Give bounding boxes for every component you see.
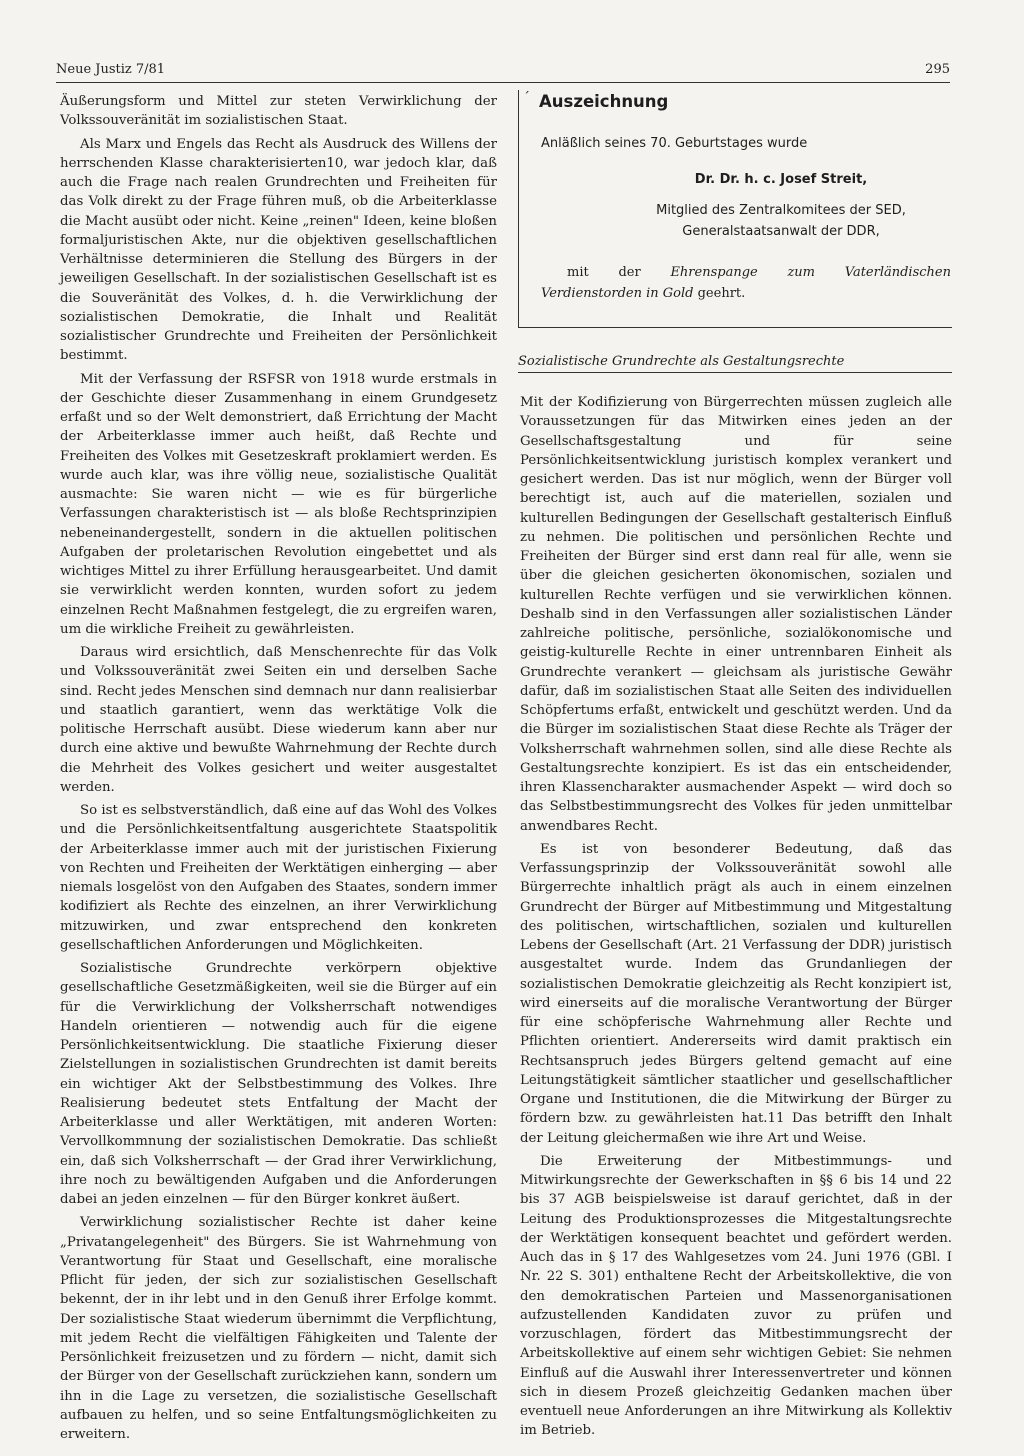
award-intro: Anläßlich seines 70. Geburtstages wurde	[541, 136, 808, 151]
award-recipient: Dr. Dr. h. c. Josef Streit,	[694, 172, 868, 187]
award-position-line: Generalstaatsanwalt der DDR,	[682, 224, 880, 239]
award-title: Auszeichnung	[539, 92, 669, 111]
paragraph: Sozialistische Grundrechte verkörpern objektive gesellschaftliche Gesetzmäßigkeiten, weil sie die Bürger auf ein für die Verwirklichung der Volksherrschaft notwendiges Handeln orientieren — notwendig auch für die eigene Persönlichkeitsentwicklung. Die staatliche Fixierung dieser Zielstellungen in sozialistischen Grundrechten ist damit bereits ein wichtiger Akt der Selbstbestimmung des Volkes. Ihre Realisierung bedeutet stets Entfaltung der Macht der Arbeiterklasse und aller Werktätigen, mit anderen Worten: Vervollkommnung der sozialistischen Demokratie. Das schließt ein, daß sich Volksherrschaft — der Grad ihrer Verwirklichung, ihre noch zu bewältigenden Aufgaben und die Anforderungen dabei an jeden einzelnen — für den Bürger konkret äußert.	[60, 961, 497, 1207]
award-tail-suffix: geehrt.	[697, 286, 746, 301]
award-position-line: Mitglied des Zentralkomitees der SED,	[656, 203, 906, 218]
paragraph: Mit der Kodifizierung von Bürgerrechten müssen zugleich alle Voraussetzungen für das Mitwirken eines jeden an der Gesellschaftsgestaltung und für seine Persönlichkeitsentwicklung juristisch komplex verankert und gesichert werden. Das ist nur möglich, wenn der Bürger voll berechtigt ist, auch auf die materiellen, sozialen und kulturellen Bedingungen der Gesellschaft gestalterisch Einfluß zu nehmen. Die politischen und persönlichen Rechte und Freiheiten der Bürger sind erst dann real für alle, wenn sie über die gleichen gesicherten ökonomischen, sozialen und kulturellen Rechte verfügen und sie verwirklichen können. Deshalb sind in den Verfassungen aller sozialistischen Länder zahlreiche politische, persönliche, sozialökonomische und geistig-kulturelle Rechte in einer untrennbaren Einheit als Grundrechte verankert — gleichsam als juristische Gewähr dafür, daß im sozialistischen Staat alle Seiten des individuellen Schöpfertums erfaßt, entwickelt und geschützt werden. Und da die Bürger im sozialistischen Staat diese Rechte als Träger der Volksherrschaft wahrnehmen sollen, sind alle diese Rechte als Gestaltungsrechte konzipiert. Es ist das ein entscheidender, ihren Klassencharakter ausmachender Aspekt — wird doch so das Selbstbestimmungsrecht des Volkes für jeden unmittelbar anwendbares Recht.	[520, 395, 952, 834]
page-number: 295	[925, 62, 950, 77]
paragraph: So ist es selbstverständlich, daß eine auf das Wohl des Volkes und die Persönlichkeitsentfaltung ausgerichtete Staatspolitik der Arbeiterklasse immer auch mit der juristischen Fixierung von Rechten und Freiheiten der Werktätigen einherging — aber niemals losgelöst von den Aufgaben des Staates, sondern immer kodifiziert als Rechte des einzelnen, an ihrer Verwirklichung mitzuwirken, und zwar entsprechend den konkreten gesellschaftlichen Anforderungen und Möglichkeiten.	[60, 803, 497, 953]
paragraph: Verwirklichung sozialistischer Rechte ist daher keine „Privatangelegenheit" des Bürgers. Sie ist Wahrnehmung von Verantwortung für Staat und Gesellschaft, eine moralische Pflicht für jeden, der sich zur sozialistischen Gesellschaft bekennt, der in ihr lebt und in den Genuß ihrer Erfolge kommt. Der sozialistische Staat wiederum übernimmt die Verpflichtung, mit jedem Recht die vielfältigen Fähigkeiten und Talente der Persönlichkeit freizusetzen und zu fördern — nicht, damit sich der Bürger von der Gesellschaft zurückziehen kann, sondern um ihn in die Lage zu versetzen, die sozialistische Gesellschaft aufbauen zu helfen, und so seine Entfaltungsmöglichkeiten zu erweitern.	[60, 1215, 497, 1442]
paragraph: Mit der Verfassung der RSFSR von 1918 wurde erstmals in der Geschichte dieser Zusammenhang in einem Grundgesetz erfaßt und so der Welt demonstriert, daß Errichtung der Macht der Arbeiterklasse immer auch heißt, daß Rechte und Freiheiten des Volkes mit Gesetzeskraft proklamiert werden. Es wurde auch klar, was ihre völlig neue, sozialistische Qualität ausmachte: Sie waren nicht — wie es für bürgerliche Verfassungen charakteristisch ist — als bloße Rechtsprinzipien nebeneinandergestellt, sondern in die aktuellen politischen Aufgaben der proletarischen Revolution eingebettet und als wichtiges Mittel zu ihrer Erfüllung herausgearbeitet. Und damit sie verwirklicht werden konnten, wurden sofort zu jedem einzelnen Recht Maßnahmen festgelegt, die zu ergreifen waren, um die wirkliche Freiheit zu gewährleisten.	[60, 371, 497, 637]
journal-title: Neue Justiz 7/81	[56, 62, 166, 77]
award-decoration	[541, 262, 951, 304]
award-order-name: Ehrenspange zum Vaterländischen Verdienstorden in Gold	[541, 265, 951, 301]
award-position	[519, 200, 953, 242]
award-tail-prefix: mit der	[567, 265, 641, 280]
award-mark: ´	[523, 90, 530, 106]
section-title: Sozialistische Grundrechte als Gestaltungsrechte	[518, 354, 952, 373]
award-box	[518, 90, 952, 328]
paragraph: Daraus wird ersichtlich, daß Menschenrechte für das Volk und Volkssouveränität zwei Seiten ein und derselben Sache sind. Recht jedes Menschen sind demnach nur dann realisierbar und staatlich garantiert, wenn das werktätige Volk die politische Herrschaft ausübt. Diese wiederum kann aber nur durch eine aktive und bewußte Wahrnehmung der Rechte durch die Mehrheit des Volkes gesichert und weiter ausgestaltet werden.	[60, 645, 497, 795]
paragraph: Äußerungsform und Mittel zur steten Verwirklichung der Volkssouveränität im sozialistischen Staat.	[60, 94, 497, 129]
page-header	[56, 60, 950, 83]
left-column	[60, 92, 497, 1448]
paragraph: Als Marx und Engels das Recht als Ausdruck des Willens der herrschenden Klasse charakterisierten10, war jedoch klar, daß auch die Frage nach realen Grundrechten und Freiheiten für das Volk direkt zu der Frage führen muß, ob die Arbeiterklasse die Macht ausübt oder nicht. Keine „reinen" Ideen, keine bloßen formaljuristischen Akte, nur die objektiven gesellschaftlichen Verhältnisse determinieren die Stellung des Bürgers in der jeweiligen Gesellschaft. In der sozialistischen Gesellschaft ist es die Souveränität des Volkes, d. h. die Verwirklichung der sozialistischen Demokratie, die Inhalt und Realität sozialistischer Grundrechte und Freiheiten der Persönlichkeit bestimmt.	[60, 136, 497, 364]
right-column	[520, 393, 952, 1445]
paragraph: Es ist von besonderer Bedeutung, daß das Verfassungsprinzip der Volkssouveränität sowohl alle Bürgerrechte inhaltlich prägt als auch in einem einzelnen Grundrecht der Bürger auf Mitbestimmung und Mitgestaltung des politischen, wirtschaftlichen, sozialen und kulturellen Lebens der Gesellschaft (Art. 21 Verfassung der DDR) juristisch ausgestaltet wurde. Indem das Grundanliegen der sozialistischen Demokratie gleichzeitig als Recht konzipiert ist, wird einerseits auf die moralische Verantwortung der Bürger für eine schöpferische Wahrnehmung aller Rechte und Pflichten orientiert. Andererseits wird damit praktisch ein Rechtsanspruch jedes Bürgers geltend gemacht auf eine Leitungstätigkeit sämtlicher staatlicher und gesellschaftlicher Organe und Institutionen, die die Mitwirkung der Bürger zu fördern bzw. zu gewährleisten hat.11 Das betrifft den Inhalt der Leitung gleichermaßen wie ihre Art und Weise.	[520, 841, 952, 1146]
paragraph: Die Erweiterung der Mitbestimmungs- und Mitwirkungsrechte der Gewerkschaften in §§ 6 bis 14 und 22 bis 37 AGB beispielsweise ist darauf gerichtet, daß in der Leitung des Produktionsprozesses die Mitgestaltungsrechte der Werktätigen konsequent beachtet und gefördert werden. Auch das in § 17 des Wahlgesetzes vom 24. Juni 1976 (GBl. I Nr. 22 S. 301) enthaltene Recht der Arbeitskollektive, die von den demokratischen Parteien und Massenorganisationen aufzustellenden Kandidaten zuvor zu prüfen und vorzuschlagen, fördert das Mitbestimmungsrecht der Arbeitskollektive auf einem sehr wichtigen Gebiet: Sie nehmen Einfluß auf die Auswahl ihrer Interessenvertreter und können sich in diesem Prozeß gleichzeitig Gedanken machen über eventuell neue Anforderungen an ihre Mitwirkung als Kollektiv im Betrieb.	[520, 1153, 952, 1439]
